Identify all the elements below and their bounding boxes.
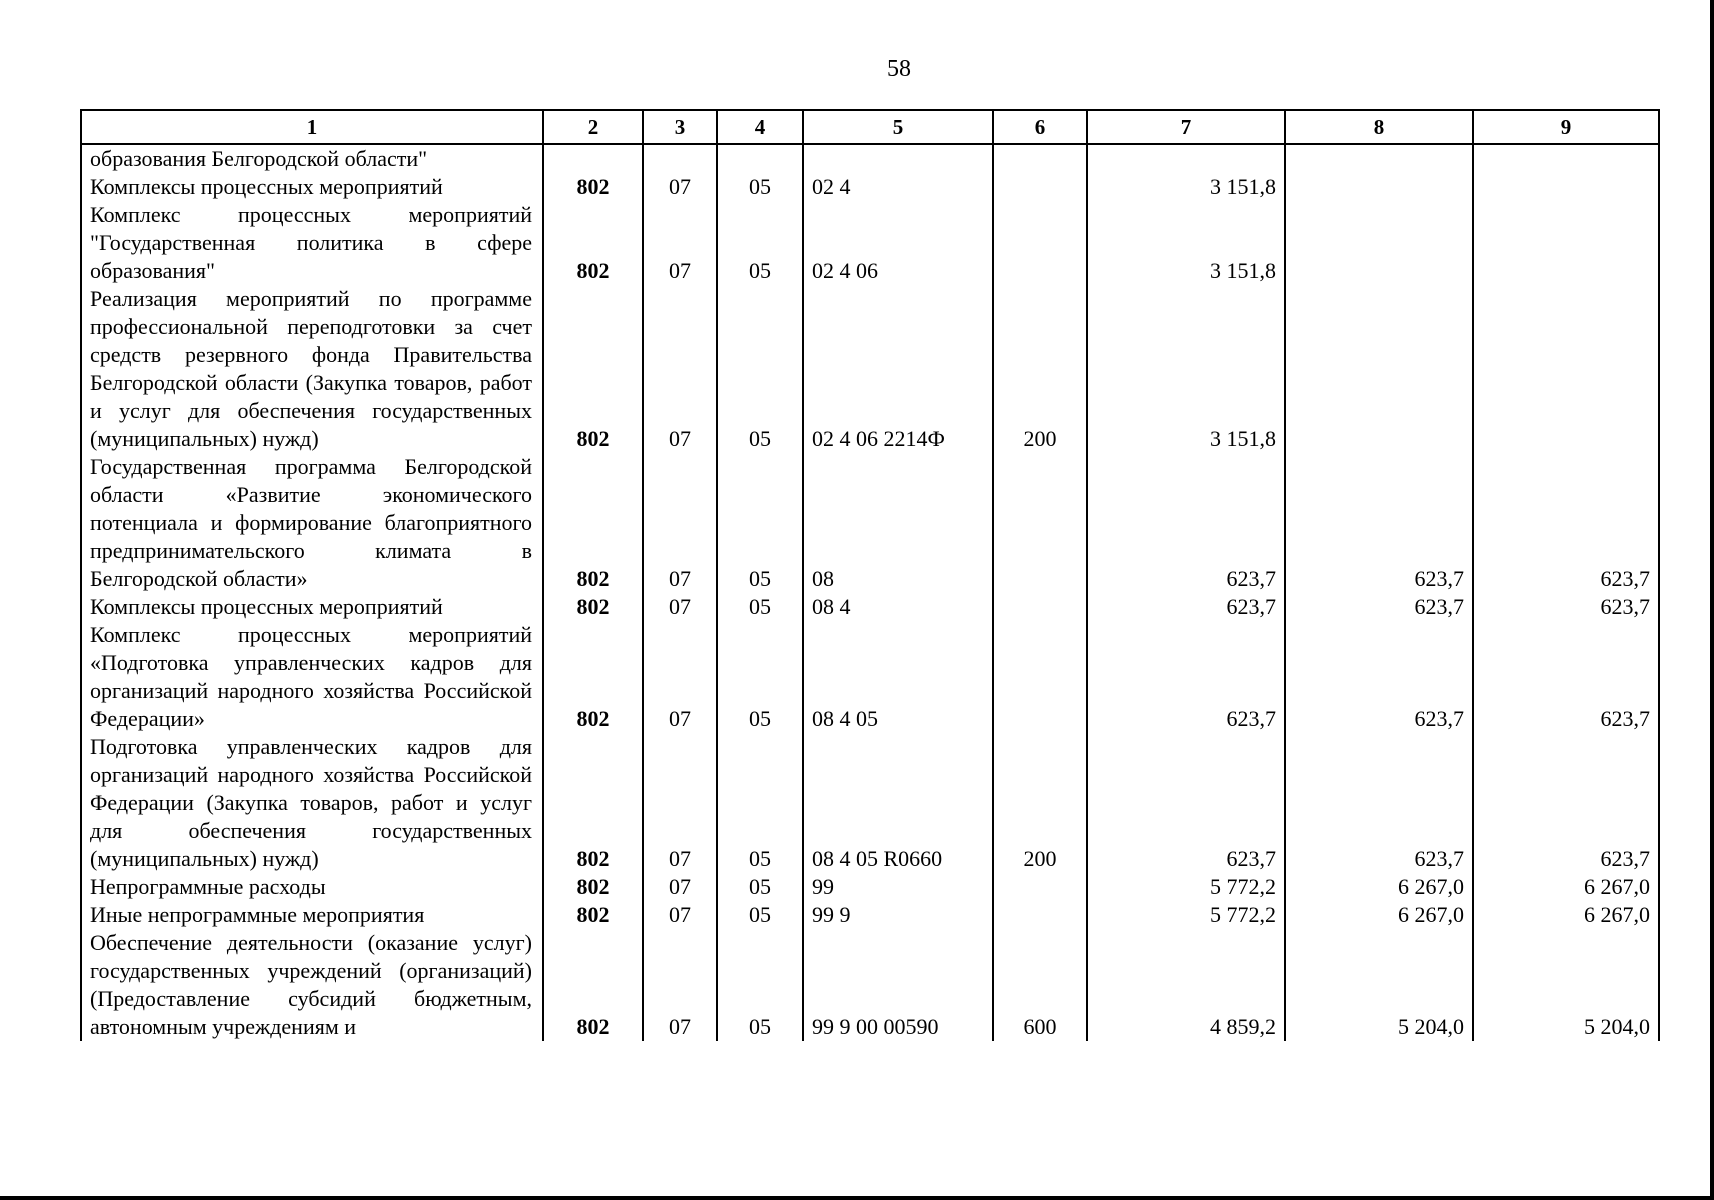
subsection-cell: 05 — [717, 593, 803, 621]
subsection-cell: 05 — [717, 733, 803, 873]
expense-type-cell — [993, 144, 1087, 173]
amount-col9-cell: 6 267,0 — [1473, 901, 1659, 929]
expense-type-cell — [993, 201, 1087, 285]
amount-col9-cell — [1473, 144, 1659, 173]
column-header-7: 7 — [1087, 110, 1285, 144]
amount-col9-cell: 623,7 — [1473, 621, 1659, 733]
table-row — [81, 929, 1659, 1041]
expense-type-cell — [993, 593, 1087, 621]
target-article-cell: 02 4 06 — [803, 201, 993, 285]
column-header-3: 3 — [643, 110, 717, 144]
code-cell: 802 — [543, 285, 643, 453]
code-cell: 802 — [543, 201, 643, 285]
section-cell: 07 — [643, 285, 717, 453]
amount-col8-cell: 623,7 — [1285, 621, 1473, 733]
description-cell: Комплексы процессных мероприятий — [81, 173, 543, 201]
description-cell: Непрограммные расходы — [81, 873, 543, 901]
amount-col8-cell — [1285, 144, 1473, 173]
expense-type-cell: 200 — [993, 285, 1087, 453]
subsection-cell: 05 — [717, 929, 803, 1041]
code-cell: 802 — [543, 901, 643, 929]
table-row — [81, 201, 1659, 285]
section-cell: 07 — [643, 201, 717, 285]
expense-type-cell — [993, 173, 1087, 201]
description-cell: Реализация мероприятий по программе профессиональной переподготовки за счет средств резервного фонда Правительства Белгородской области (Закупка товаров, работ и услуг для обеспечения государственных (муниципальных) нужд) — [81, 285, 543, 453]
column-header-6: 6 — [993, 110, 1087, 144]
subsection-cell: 05 — [717, 873, 803, 901]
page-frame-bottom — [0, 1196, 1714, 1200]
amount-col9-cell — [1473, 201, 1659, 285]
amount-col7-cell: 5 772,2 — [1087, 901, 1285, 929]
section-cell: 07 — [643, 733, 717, 873]
description-cell: Государственная программа Белгородской области «Развитие экономического потенциала и формирование благоприятного предпринимательского климата в Белгородской области» — [81, 453, 543, 593]
table-body — [81, 144, 1659, 1041]
amount-col9-cell — [1473, 285, 1659, 453]
amount-col9-cell — [1473, 173, 1659, 201]
expense-type-cell — [993, 901, 1087, 929]
amount-col7-cell: 4 859,2 — [1087, 929, 1285, 1041]
description-cell: Комплекс процессных мероприятий «Подготовка управленческих кадров для организаций народного хозяйства Российской Федерации» — [81, 621, 543, 733]
table-row — [81, 901, 1659, 929]
amount-col7-cell: 3 151,8 — [1087, 173, 1285, 201]
column-header-2: 2 — [543, 110, 643, 144]
expense-type-cell — [993, 621, 1087, 733]
section-cell: 07 — [643, 453, 717, 593]
amount-col9-cell: 623,7 — [1473, 593, 1659, 621]
amount-col7-cell: 3 151,8 — [1087, 201, 1285, 285]
target-article-cell: 02 4 — [803, 173, 993, 201]
subsection-cell: 05 — [717, 201, 803, 285]
amount-col7-cell: 3 151,8 — [1087, 285, 1285, 453]
budget-table — [80, 109, 1660, 1041]
amount-col8-cell: 5 204,0 — [1285, 929, 1473, 1041]
description-cell: Обеспечение деятельности (оказание услуг) государственных учреждений (организаций) (Предоставление субсидий бюджетным, автономным учреждениям и — [81, 929, 543, 1041]
amount-col9-cell: 623,7 — [1473, 733, 1659, 873]
target-article-cell: 08 4 05 — [803, 621, 993, 733]
column-header-9: 9 — [1473, 110, 1659, 144]
code-cell: 802 — [543, 621, 643, 733]
amount-col8-cell — [1285, 285, 1473, 453]
target-article-cell: 08 4 05 R0660 — [803, 733, 993, 873]
amount-col8-cell: 623,7 — [1285, 733, 1473, 873]
target-article-cell — [803, 144, 993, 173]
amount-col9-cell: 6 267,0 — [1473, 873, 1659, 901]
subsection-cell — [717, 144, 803, 173]
amount-col7-cell: 623,7 — [1087, 593, 1285, 621]
section-cell: 07 — [643, 901, 717, 929]
amount-col9-cell: 5 204,0 — [1473, 929, 1659, 1041]
amount-col7-cell: 623,7 — [1087, 733, 1285, 873]
target-article-cell: 08 4 — [803, 593, 993, 621]
table-row — [81, 285, 1659, 453]
code-cell — [543, 144, 643, 173]
description-cell: Подготовка управленческих кадров для организаций народного хозяйства Российской Федерации (Закупка товаров, работ и услуг для обеспечения государственных (муниципальных) нужд) — [81, 733, 543, 873]
code-cell: 802 — [543, 453, 643, 593]
amount-col8-cell: 623,7 — [1285, 593, 1473, 621]
table-row — [81, 453, 1659, 593]
section-cell — [643, 144, 717, 173]
table-row — [81, 593, 1659, 621]
amount-col7-cell: 5 772,2 — [1087, 873, 1285, 901]
page-number: 58 — [887, 56, 911, 82]
page-frame-right — [1710, 0, 1714, 1200]
amount-col9-cell: 623,7 — [1473, 453, 1659, 593]
table-row — [81, 621, 1659, 733]
table-row — [81, 733, 1659, 873]
section-cell: 07 — [643, 929, 717, 1041]
subsection-cell: 05 — [717, 621, 803, 733]
description-cell: Комплекс процессных мероприятий "Государственная политика в сфере образования" — [81, 201, 543, 285]
section-cell: 07 — [643, 621, 717, 733]
column-header-5: 5 — [803, 110, 993, 144]
amount-col8-cell — [1285, 173, 1473, 201]
code-cell: 802 — [543, 873, 643, 901]
target-article-cell: 99 9 00 00590 — [803, 929, 993, 1041]
section-cell: 07 — [643, 173, 717, 201]
amount-col7-cell: 623,7 — [1087, 621, 1285, 733]
column-header-8: 8 — [1285, 110, 1473, 144]
header-row — [81, 110, 1659, 144]
section-cell: 07 — [643, 873, 717, 901]
code-cell: 802 — [543, 929, 643, 1041]
amount-col8-cell: 623,7 — [1285, 453, 1473, 593]
code-cell: 802 — [543, 173, 643, 201]
column-header-1: 1 — [81, 110, 543, 144]
table-row — [81, 173, 1659, 201]
subsection-cell: 05 — [717, 285, 803, 453]
table-row — [81, 873, 1659, 901]
description-cell: Иные непрограммные мероприятия — [81, 901, 543, 929]
target-article-cell: 08 — [803, 453, 993, 593]
table-row — [81, 144, 1659, 173]
expense-type-cell — [993, 453, 1087, 593]
column-header-4: 4 — [717, 110, 803, 144]
subsection-cell: 05 — [717, 173, 803, 201]
amount-col8-cell: 6 267,0 — [1285, 873, 1473, 901]
description-cell: Комплексы процессных мероприятий — [81, 593, 543, 621]
description-cell: образования Белгородской области" — [81, 144, 543, 173]
target-article-cell: 99 — [803, 873, 993, 901]
expense-type-cell: 600 — [993, 929, 1087, 1041]
expense-type-cell — [993, 873, 1087, 901]
code-cell: 802 — [543, 733, 643, 873]
expense-type-cell: 200 — [993, 733, 1087, 873]
amount-col8-cell — [1285, 201, 1473, 285]
code-cell: 802 — [543, 593, 643, 621]
amount-col8-cell: 6 267,0 — [1285, 901, 1473, 929]
amount-col7-cell: 623,7 — [1087, 453, 1285, 593]
amount-col7-cell — [1087, 144, 1285, 173]
subsection-cell: 05 — [717, 901, 803, 929]
subsection-cell: 05 — [717, 453, 803, 593]
target-article-cell: 99 9 — [803, 901, 993, 929]
target-article-cell: 02 4 06 2214Ф — [803, 285, 993, 453]
section-cell: 07 — [643, 593, 717, 621]
